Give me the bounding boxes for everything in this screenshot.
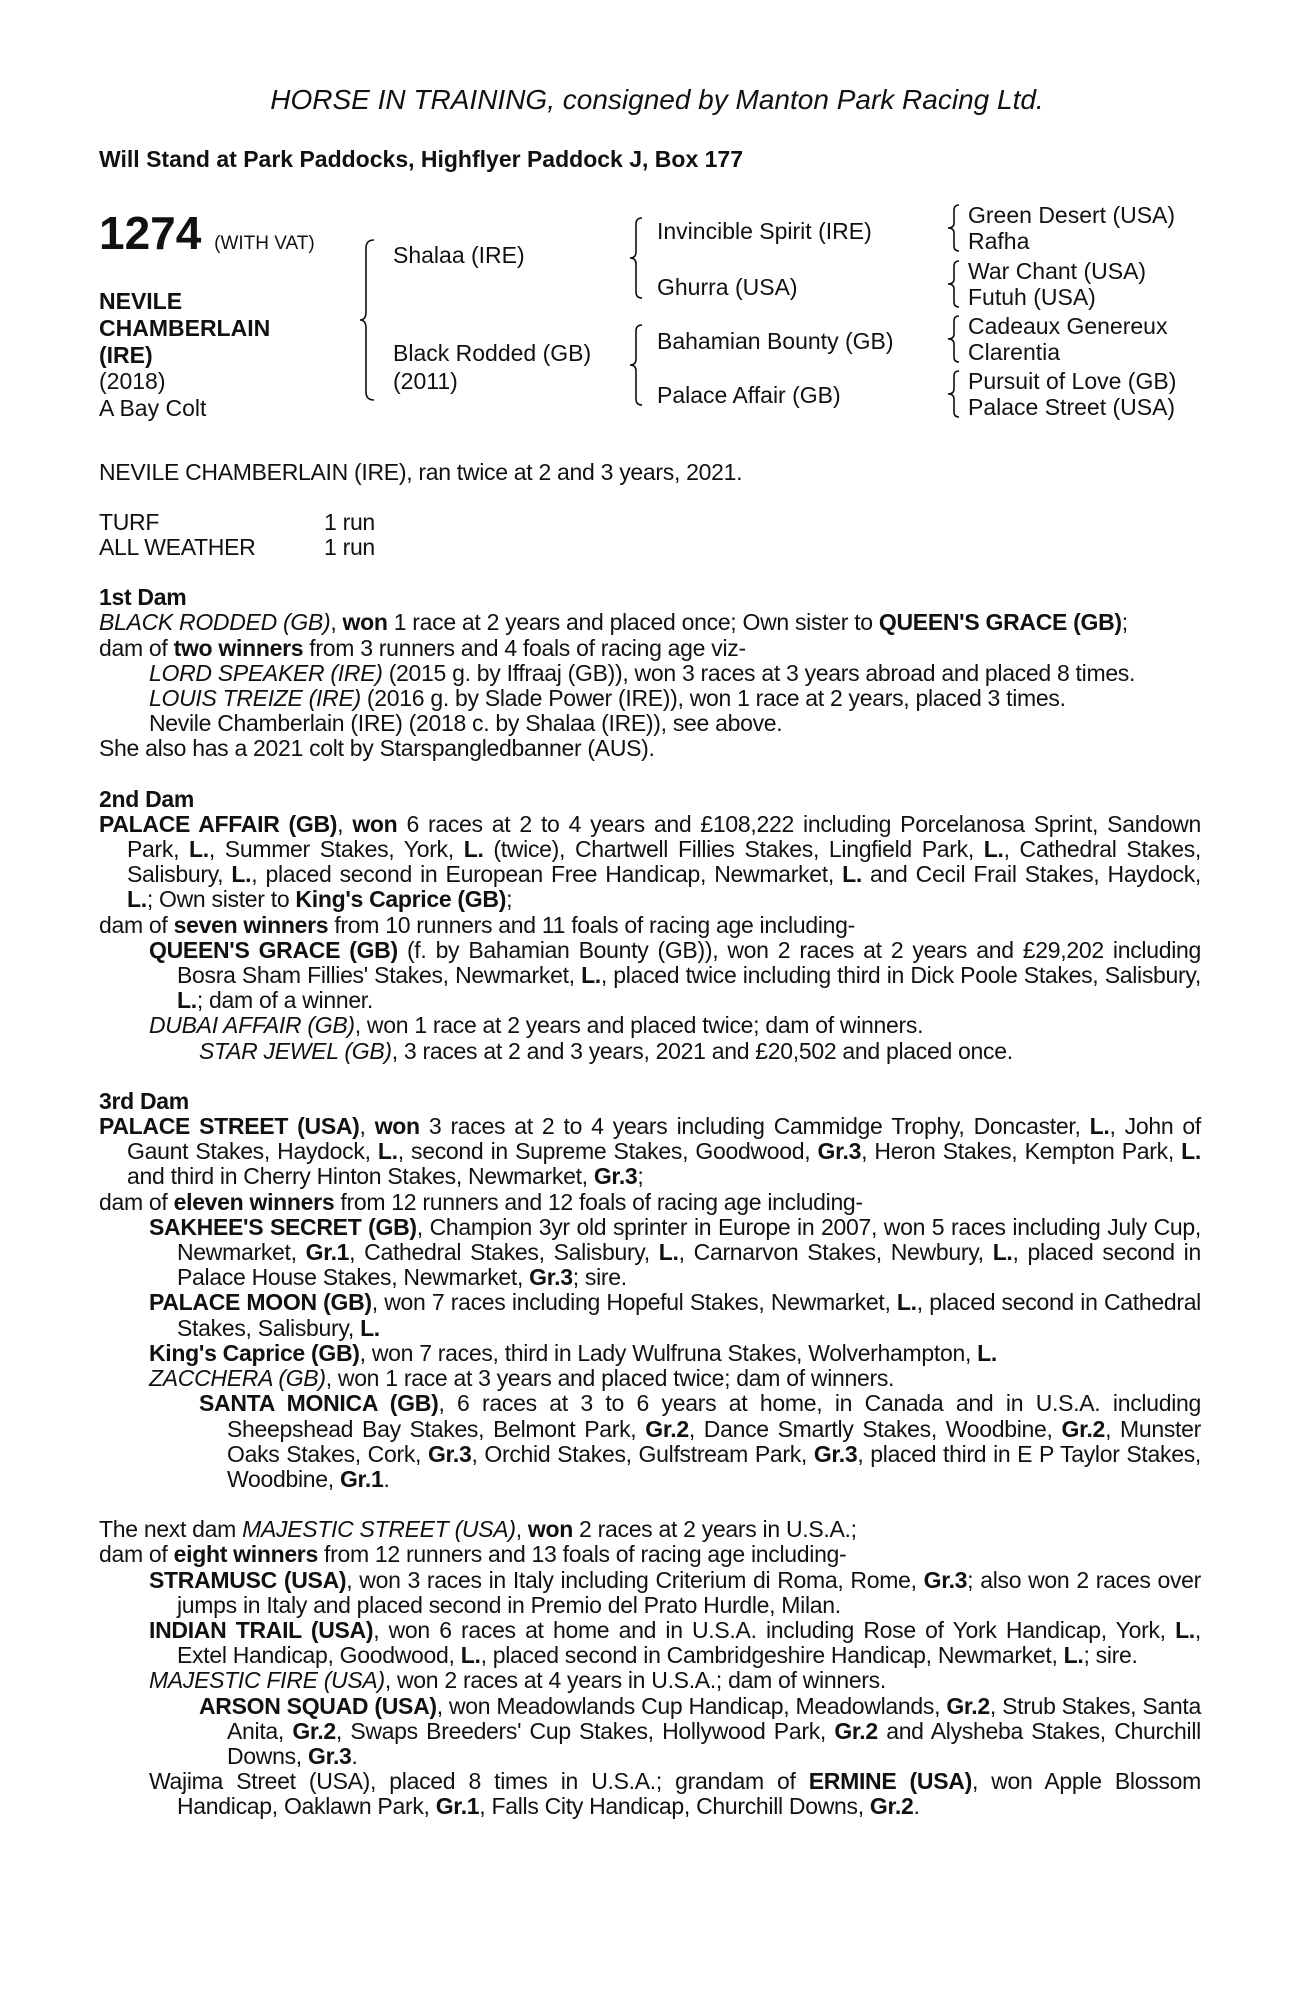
pedigree-paragraph: [99, 1114, 1201, 1190]
bold-text: won: [352, 810, 398, 837]
text: , second in Supreme Stakes, Goodwood,: [397, 1138, 818, 1165]
bold-text: Gr.2: [645, 1415, 689, 1442]
italic-text: LOUIS TREIZE (IRE): [149, 685, 361, 712]
pedigree-paragraph: [99, 661, 1201, 686]
bold-text: L.: [896, 1289, 917, 1316]
bold-text: L.: [460, 1642, 481, 1669]
horse-name-line: CHAMBERLAIN: [99, 315, 271, 341]
text: ,: [337, 810, 353, 837]
text: from 12 runners and 12 foals of racing age including-: [334, 1188, 863, 1215]
text: She also has a 2021 colt by Starspangledbanner (AUS).: [99, 735, 655, 762]
text: ,: [330, 609, 343, 636]
bold-text: ARSON SQUAD (USA): [199, 1692, 437, 1719]
text: , Extel Handicap, Goodwood,: [177, 1616, 1201, 1669]
text: , Orchid Stakes, Gulfstream Park,: [471, 1440, 814, 1467]
pedigree-paragraph: [99, 1039, 1201, 1064]
text: ; sire.: [572, 1264, 627, 1291]
italic-text: STAR JEWEL (GB): [199, 1037, 392, 1064]
brace-icon: [360, 240, 380, 400]
dam-section: [99, 1492, 1201, 1819]
vat-note: (WITH VAT): [214, 233, 315, 254]
catalogue-body: [99, 460, 1201, 1820]
text: , won Meadowlands Cup Handicap, Meadowlands,: [436, 1692, 947, 1719]
pedigree-paragraph: [99, 736, 1201, 761]
ancestor: Rafha: [968, 228, 1030, 254]
bold-text: Gr.1: [339, 1465, 384, 1492]
dam-section: [99, 762, 1201, 1064]
stats-row: [99, 535, 375, 560]
bold-text: Gr.3: [307, 1742, 352, 1769]
horse-name-line: NEVILE: [99, 288, 183, 314]
pedigree-paragraph: [99, 1290, 1201, 1340]
bold-text: Gr.3: [427, 1440, 472, 1467]
bold-text: QUEEN'S GRACE (GB): [878, 609, 1122, 636]
text: , Strub Stakes, Santa Anita,: [227, 1692, 1201, 1744]
text: , Cathedral Stakes, Salisbury,: [349, 1239, 659, 1266]
pedigree-paragraph: [99, 1366, 1201, 1391]
pedigree-paragraph: [99, 1190, 1201, 1215]
text: , Heron Stakes, Kempton Park,: [861, 1138, 1182, 1165]
text: (twice), Chartwell Fillies Stakes, Lingfield Park,: [483, 836, 984, 863]
text: ; also won 2 races over jumps in Italy and placed second in Premio del Prato Hurdle, Milan.: [177, 1566, 1202, 1618]
bold-text: King's Caprice (GB): [295, 886, 507, 913]
text: , Munster Oaks Stakes, Cork,: [227, 1415, 1201, 1467]
bold-text: L.: [189, 836, 209, 863]
text: ;: [1121, 609, 1128, 636]
bold-text: QUEEN'S GRACE (GB): [149, 936, 398, 963]
text: , won 7 races including Hopeful Stakes, Newmarket,: [371, 1289, 897, 1316]
bold-text: L.: [658, 1239, 679, 1266]
text: , Cathedral Stakes, Salisbury,: [127, 836, 1202, 888]
horse-info: [99, 368, 206, 422]
text: , placed third in E P Taylor Stakes, Woodbine,: [227, 1440, 1201, 1492]
bold-text: eight winners: [173, 1541, 318, 1568]
bold-text: L.: [1089, 1113, 1110, 1140]
section-heading: 3rd Dam: [99, 1087, 189, 1114]
lot-number-value: 1274: [99, 207, 202, 259]
bold-text: PALACE STREET (USA): [99, 1113, 360, 1140]
pedigree-paragraph: [99, 812, 1201, 913]
bold-text: STRAMUSC (USA): [149, 1566, 347, 1593]
text: ,: [359, 1113, 375, 1140]
bold-text: L.: [127, 886, 147, 913]
race-stats-table: [99, 510, 375, 560]
race-summary: NEVILE CHAMBERLAIN (IRE), ran twice at 2 and 3 years, 2021.: [99, 459, 743, 485]
text: .: [351, 1742, 358, 1769]
text: , won 2 races at 4 years in U.S.A.; dam of winners.: [384, 1667, 886, 1694]
bold-text: Gr.2: [834, 1717, 878, 1744]
bold-text: won: [342, 609, 388, 636]
bold-text: SANTA MONICA (GB): [199, 1390, 439, 1417]
text: , Summer Stakes, York,: [208, 836, 464, 863]
stand-location: Will Stand at Park Paddocks, Highflyer Paddock J, Box 177: [99, 146, 743, 172]
text: , won 1 race at 3 years and placed twice; dam of winners.: [325, 1365, 895, 1392]
bold-text: L.: [992, 1239, 1013, 1266]
foaling-year: (2018): [99, 368, 166, 394]
bold-text: two winners: [173, 634, 304, 661]
text: , won 1 race at 2 years and placed twice; dam of winners.: [354, 1012, 924, 1039]
bold-text: Gr.3: [593, 1163, 638, 1190]
text: (2016 g. by Slade Power (IRE)), won 1 race at 2 years, placed 3 times.: [360, 685, 1066, 712]
pedigree-paragraph: [99, 711, 1201, 736]
text: , won Apple Blossom Handicap, Oaklawn Park,: [177, 1768, 1201, 1820]
bold-text: Gr.3: [529, 1264, 573, 1291]
pedigree-paragraph: [99, 1568, 1201, 1618]
text: , 6 races at 3 to 6 years at home, in Canada and in U.S.A. including Sheepshead Bay Stakes, Belmont Park,: [227, 1390, 1201, 1442]
bold-text: won: [527, 1516, 573, 1543]
bold-text: eleven winners: [173, 1188, 335, 1215]
bold-text: L.: [581, 962, 601, 989]
bold-text: Gr.3: [813, 1440, 858, 1467]
text: , placed second in Palace House Stakes, Newmarket,: [177, 1239, 1201, 1291]
text: , won 6 races at home and in U.S.A. including Rose of York Handicap, York,: [373, 1616, 1176, 1643]
pedigree-paragraph: [99, 1542, 1201, 1567]
text: ;: [637, 1163, 644, 1190]
text: , won 3 races in Italy including Criterium di Roma, Rome,: [346, 1566, 924, 1593]
bold-text: PALACE AFFAIR (GB): [99, 810, 338, 837]
pedigree-paragraph: [99, 1769, 1201, 1819]
dam-section: [99, 560, 1201, 761]
text: , Swaps Breeders' Cup Stakes, Hollywood Park,: [335, 1717, 835, 1744]
bold-text: seven winners: [173, 911, 329, 938]
brace-icon: [948, 205, 962, 251]
text: , placed second in European Free Handicap, Newmarket,: [251, 861, 843, 888]
ancestor: Pursuit of Love (GB): [968, 368, 1177, 394]
surface: ALL WEATHER: [99, 534, 256, 561]
pedigree-paragraph: [99, 1517, 1201, 1542]
text: , Falls City Handicap, Churchill Downs,: [479, 1793, 870, 1820]
ancestor: Clarentia: [968, 339, 1061, 365]
text: Nevile Chamberlain (IRE) (2018 c. by Shalaa (IRE)), see above.: [149, 710, 783, 737]
brace-icon: [630, 218, 646, 298]
italic-text: MAJESTIC FIRE (USA): [149, 1667, 385, 1694]
bold-text: INDIAN TRAIL (USA): [149, 1616, 374, 1643]
bold-text: L.: [1063, 1642, 1084, 1669]
text: from 3 runners and 4 foals of racing age viz-: [303, 634, 746, 661]
text: , won 7 races, third in Lady Wulfruna Stakes, Wolverhampton,: [359, 1339, 978, 1366]
text: ; sire.: [1083, 1642, 1138, 1669]
text: , John of Gaunt Stakes, Haydock,: [127, 1113, 1201, 1165]
text: ,: [515, 1516, 528, 1543]
text: dam of: [99, 1541, 174, 1568]
text: from 12 runners and 13 foals of racing age including-: [317, 1541, 847, 1568]
bold-text: Gr.1: [305, 1239, 350, 1266]
pedigree-paragraph: [99, 913, 1201, 938]
text: The next dam: [99, 1516, 243, 1543]
text: 2 races at 2 years in U.S.A.;: [572, 1516, 857, 1543]
pedigree-paragraph: [99, 610, 1201, 635]
bold-text: L.: [231, 861, 252, 888]
horse-name-line: (IRE): [99, 342, 153, 368]
italic-text: LORD SPEAKER (IRE): [149, 659, 383, 686]
text: dam of: [99, 1188, 174, 1215]
text: ;: [506, 886, 513, 913]
stats-row: [99, 510, 375, 535]
italic-text: ZACCHERA (GB): [149, 1365, 326, 1392]
pedigree-paragraph: [99, 1668, 1201, 1693]
lot-number: [99, 206, 315, 260]
horse-name: [99, 288, 270, 369]
text: dam of: [99, 634, 174, 661]
pedigree-paragraph: [99, 686, 1201, 711]
horse-description: A Bay Colt: [99, 395, 207, 421]
text: and third in Cherry Hinton Stakes, Newmarket,: [127, 1163, 594, 1190]
ancestor: Palace Street (USA): [968, 394, 1176, 420]
bold-text: ERMINE (USA): [808, 1768, 972, 1795]
bold-text: Gr.2: [292, 1717, 336, 1744]
text: (f. by Bahamian Bounty (GB)), won 2 races at 2 years and £29,202 including Bosra Sham Fillies' Stakes, Newmarket,: [177, 936, 1201, 989]
bold-text: L.: [377, 1138, 398, 1165]
brace-icon: [948, 316, 962, 362]
italic-text: DUBAI AFFAIR (GB): [149, 1012, 355, 1039]
dam-section: [99, 1064, 1201, 1492]
text: , Carnarvon Stakes, Newbury,: [678, 1239, 993, 1266]
section-heading: 1st Dam: [99, 584, 187, 611]
second-dam: Palace Affair (GB): [657, 382, 841, 408]
bold-text: L.: [1175, 1616, 1195, 1643]
italic-text: BLACK RODDED (GB): [99, 609, 331, 636]
text: , Dance Smartly Stakes, Woodbine,: [688, 1415, 1062, 1442]
pedigree-paragraph: [99, 1391, 1201, 1492]
text: , placed twice including third in Dick Poole Stakes, Salisbury,: [600, 962, 1201, 989]
text: dam of: [99, 911, 174, 938]
bold-text: L.: [842, 861, 862, 888]
text: , 3 races at 2 and 3 years, 2021 and £20,502 and placed once.: [391, 1037, 1013, 1064]
section-heading: 2nd Dam: [99, 785, 195, 812]
text: Wajima Street (USA), placed 8 times in U.S.A.; grandam of: [149, 1768, 809, 1795]
text: .: [913, 1793, 920, 1820]
text: , placed second in Cambridgeshire Handicap, Newmarket,: [480, 1642, 1064, 1669]
text: and Alysheba Stakes, Churchill Downs,: [227, 1717, 1201, 1769]
bold-text: won: [374, 1113, 420, 1140]
runs: 1 run: [324, 509, 375, 536]
text: ; dam of a winner.: [196, 987, 373, 1014]
text: .: [383, 1465, 390, 1492]
bold-text: Gr.2: [869, 1793, 914, 1820]
bold-text: L.: [177, 987, 197, 1014]
bold-text: Gr.3: [817, 1138, 862, 1165]
ancestor: Futuh (USA): [968, 284, 1096, 310]
ancestor: Cadeaux Genereux: [968, 313, 1168, 339]
runs: 1 run: [324, 534, 375, 561]
pedigree-paragraph: [99, 1013, 1201, 1038]
surface: TURF: [99, 509, 160, 536]
text: 1 race at 2 years and placed once; Own sister to: [387, 609, 879, 636]
pedigree-paragraph: [99, 1618, 1201, 1668]
pedigree-paragraph: [99, 1341, 1201, 1366]
bold-text: L.: [983, 836, 1004, 863]
pedigree-paragraph: [99, 636, 1201, 661]
text: , Champion 3yr old sprinter in Europe in 2007, won 5 races including July Cup, Newmarket,: [177, 1213, 1201, 1266]
dam-year: (2011): [393, 368, 458, 394]
pedigree-paragraph: [99, 1215, 1201, 1291]
bold-text: Gr.2: [1061, 1415, 1106, 1442]
bold-text: Gr.2: [946, 1692, 990, 1719]
text: ; Own sister to: [146, 886, 296, 913]
text: 6 races at 2 to 4 years and £108,222 including Porcelanosa Sprint, Sandown Park,: [127, 810, 1201, 863]
bold-text: Gr.3: [923, 1566, 968, 1593]
bold-text: L.: [360, 1314, 380, 1341]
text: from 10 runners and 11 foals of racing age including-: [328, 911, 855, 938]
bold-text: PALACE MOON (GB): [149, 1289, 372, 1316]
bold-text: L.: [463, 836, 484, 863]
brace-icon: [630, 325, 646, 405]
granddam: Ghurra (USA): [657, 274, 798, 300]
ancestor: War Chant (USA): [968, 258, 1147, 284]
bold-text: L.: [1181, 1138, 1201, 1165]
bold-text: L.: [977, 1339, 997, 1366]
bold-text: Gr.1: [435, 1793, 480, 1820]
brace-icon: [948, 261, 962, 307]
text: , placed second in Cathedral Stakes, Salisbury,: [177, 1289, 1201, 1341]
pedigree-block: [0, 200, 1314, 430]
text: (2015 g. by Iffraaj (GB)), won 3 races at 3 years abroad and placed 8 times.: [382, 659, 1136, 686]
damsire: Bahamian Bounty (GB): [657, 328, 894, 354]
pedigree-paragraph: [99, 1694, 1201, 1770]
sire: Shalaa (IRE): [393, 242, 525, 268]
italic-text: MAJESTIC STREET (USA): [242, 1516, 516, 1543]
text: and Cecil Frail Stakes, Haydock,: [861, 861, 1201, 888]
pedigree-paragraph: [99, 938, 1201, 1014]
bold-text: SAKHEE'S SECRET (GB): [149, 1213, 417, 1240]
grandsire: Invincible Spirit (IRE): [657, 218, 872, 244]
bold-text: King's Caprice (GB): [149, 1339, 360, 1366]
dam-sections: [99, 560, 1201, 1819]
ancestor: Green Desert (USA): [968, 202, 1176, 228]
dam: Black Rodded (GB): [393, 340, 592, 366]
brace-icon: [948, 371, 962, 417]
catalogue-title: HORSE IN TRAINING, consigned by Manton Park Racing Ltd.: [270, 84, 1044, 115]
text: 3 races at 2 to 4 years including Cammidge Trophy, Doncaster,: [419, 1113, 1090, 1140]
